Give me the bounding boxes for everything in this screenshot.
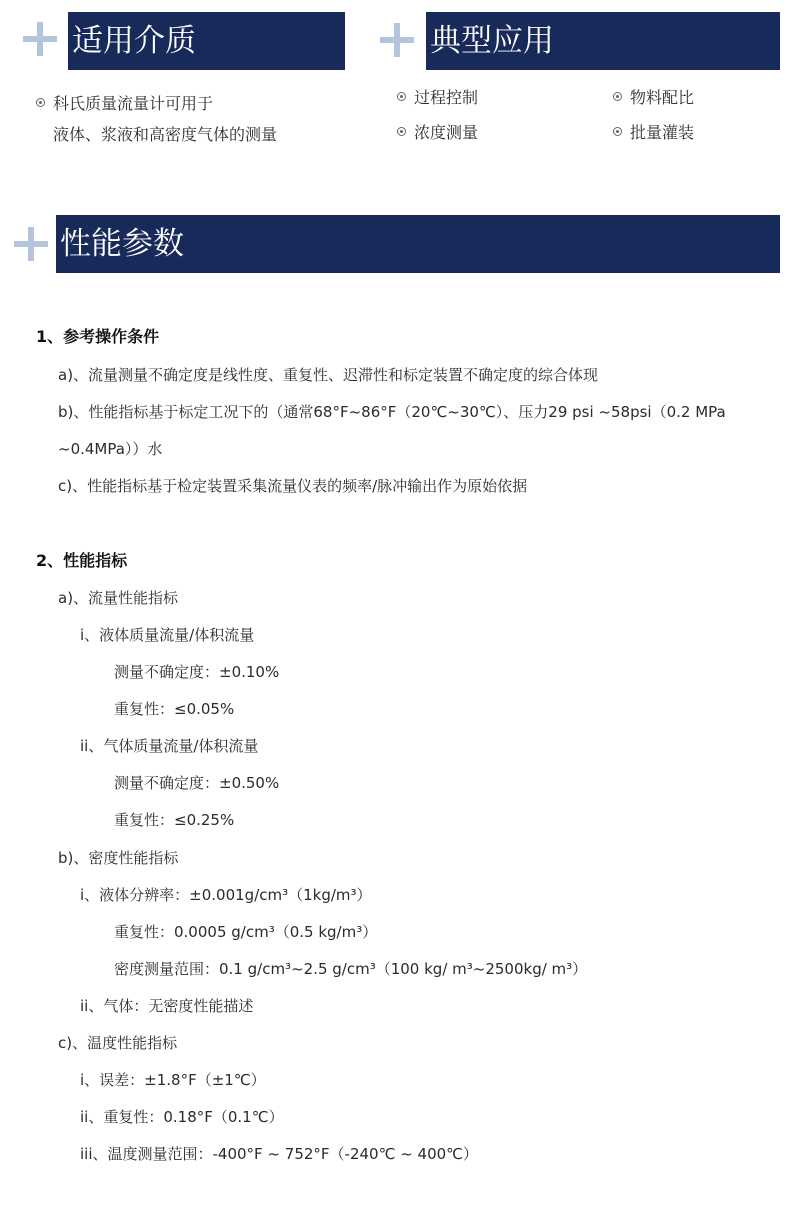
- section2-item-b: b)、密度性能指标: [58, 849, 179, 867]
- media-line-1: 科氏质量流量计可用于: [36, 93, 213, 115]
- section1-heading: 1、参考操作条件: [36, 327, 160, 346]
- section1-item-b: b)、性能指标基于标定工况下的（通常68°F~86°F（20℃~30℃）、压力29 psi ~58psi（0.2 MPa: [58, 403, 726, 421]
- performance-title-banner: 性能参数: [56, 215, 780, 273]
- section2-item-a: a)、流量性能指标: [58, 589, 179, 607]
- media-title-banner: 适用介质: [68, 12, 345, 70]
- section2-item-c-iii: iii、温度测量范围：-400°F ~ 752°F（-240℃ ~ 400℃）: [80, 1145, 479, 1163]
- section2-item-a-ii-2: 重复性：≤0.25%: [114, 811, 235, 829]
- section2-item-a-ii: ii、气体质量流量/体积流量: [80, 737, 259, 755]
- application-item: 过程控制: [397, 87, 478, 109]
- section2-item-a-ii-1: 测量不确定度：±0.50%: [114, 774, 280, 792]
- media-line-2: 液体、浆液和高密度气体的测量: [53, 125, 278, 144]
- section2-heading: 2、性能指标: [36, 551, 128, 570]
- section2-item-b-i: i、液体分辨率：±0.001g/cm³（1kg/m³）: [80, 886, 372, 904]
- plus-icon: [380, 23, 414, 57]
- bullet-icon: [613, 92, 622, 101]
- section1-item-c: c)、性能指标基于检定装置采集流量仪表的频率/脉冲输出作为原始依据: [58, 477, 528, 495]
- applications-title-banner: 典型应用: [426, 12, 780, 70]
- bullet-icon: [613, 127, 622, 136]
- section1-item-a: a)、流量测量不确定度是线性度、重复性、迟滞性和标定装置不确定度的综合体现: [58, 366, 599, 384]
- section1-item-b-cont: ~0.4MPa））水: [58, 440, 163, 458]
- bullet-icon: [397, 127, 406, 136]
- application-item: 浓度测量: [397, 122, 478, 144]
- plus-icon: [14, 227, 48, 261]
- section2-item-b-ii: ii、气体：无密度性能描述: [80, 997, 254, 1015]
- section2-item-c-i: i、误差：±1.8°F（±1℃）: [80, 1071, 266, 1089]
- section2-item-c-ii: ii、重复性：0.18°F（0.1℃）: [80, 1108, 284, 1126]
- section2-item-a-i-2: 重复性：≤0.05%: [114, 700, 235, 718]
- section2-item-b-i-1: 重复性：0.0005 g/cm³（0.5 kg/m³）: [114, 923, 378, 941]
- bullet-icon: [36, 98, 45, 107]
- plus-icon: [23, 22, 57, 56]
- section2-item-c: c)、温度性能指标: [58, 1034, 178, 1052]
- section2-item-b-i-2: 密度测量范围：0.1 g/cm³~2.5 g/cm³（100 kg/ m³~2500kg/ m³）: [114, 960, 588, 978]
- section2-item-a-i-1: 测量不确定度：±0.10%: [114, 663, 280, 681]
- bullet-icon: [397, 92, 406, 101]
- application-item: 物料配比: [613, 87, 694, 109]
- section2-item-a-i: i、液体质量流量/体积流量: [80, 626, 255, 644]
- application-item: 批量灌装: [613, 122, 694, 144]
